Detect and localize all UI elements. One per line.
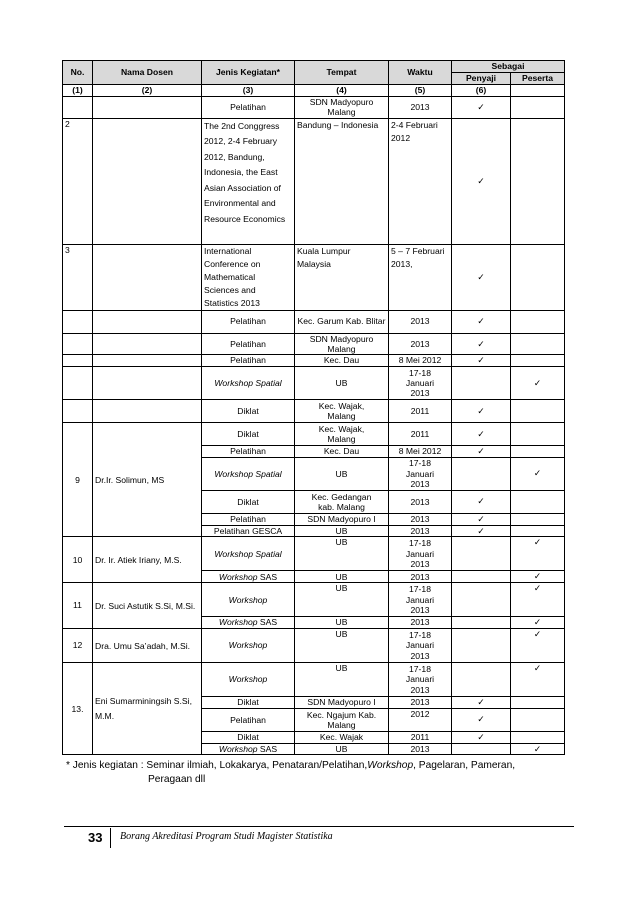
colnum: (2) xyxy=(93,85,202,97)
cell-tempat: UB xyxy=(295,457,389,490)
cell-jenis: Pelatihan xyxy=(202,355,295,367)
check-penyaji-icon: ✓ xyxy=(452,525,511,537)
table-row xyxy=(63,310,565,333)
cell-no: 13. xyxy=(63,663,93,755)
cell-jenis: Workshop SAS xyxy=(202,571,295,583)
cell-waktu: 8 Mei 2012 xyxy=(389,446,452,458)
table-row xyxy=(63,244,565,310)
check-penyaji-icon: ✓ xyxy=(452,490,511,513)
check-peserta-icon: ✓ xyxy=(511,571,565,583)
check-penyaji-icon: ✓ xyxy=(452,731,511,743)
cell-waktu: 2013 xyxy=(389,571,452,583)
cell-jenis: Pelatihan xyxy=(202,97,295,119)
cell-jenis: Workshop SAS xyxy=(202,743,295,755)
check-peserta-icon: ✓ xyxy=(511,743,565,755)
cell-tempat: Kec. Wajak xyxy=(295,731,389,743)
check-peserta-icon: ✓ xyxy=(511,457,565,490)
cell-waktu: 2013 xyxy=(389,743,452,755)
cell-tempat: Kec. Dau xyxy=(295,446,389,458)
colnum: (6) xyxy=(452,85,511,97)
check-penyaji-icon: ✓ xyxy=(452,244,511,310)
check-penyaji-icon: ✓ xyxy=(452,333,511,355)
cell-tempat: SDN Madyopuro Malang xyxy=(295,333,389,355)
check-peserta-icon: ✓ xyxy=(511,537,565,571)
cell-tempat: Kec. Gedangan kab. Malang xyxy=(295,490,389,513)
cell-tempat: UB xyxy=(295,629,389,663)
header-no: No. xyxy=(63,61,93,85)
cell-waktu: 2013 xyxy=(389,490,452,513)
cell-nama: Eni Sumarminingsih S.Si, M.M. xyxy=(93,663,202,755)
check-penyaji-icon: ✓ xyxy=(452,355,511,367)
cell-jenis: Pelatihan xyxy=(202,310,295,333)
colnum: (1) xyxy=(63,85,93,97)
cell-tempat: UB xyxy=(295,583,389,617)
cell-tempat: SDN Madyopuro I xyxy=(295,513,389,525)
header-jenis-kegiatan: Jenis Kegiatan* xyxy=(202,61,295,85)
check-penyaji-icon: ✓ xyxy=(452,697,511,709)
cell-tempat: UB xyxy=(295,617,389,629)
cell-waktu: 2011 xyxy=(389,731,452,743)
cell-waktu: 8 Mei 2012 xyxy=(389,355,452,367)
cell-jenis: Pelatihan xyxy=(202,708,295,731)
cell-tempat: UB xyxy=(295,743,389,755)
cell-jenis: International Conference on Mathematical Sciences and Statistics 2013 xyxy=(202,244,295,310)
cell-waktu: 2-4 Februari 2012 xyxy=(389,118,452,244)
cell-nama: Dr. Suci Astutik S.Si, M.Si. xyxy=(93,583,202,629)
cell-waktu: 2013 xyxy=(389,310,452,333)
cell-jenis: Workshop Spatial xyxy=(202,537,295,571)
cell-jenis: Diklat xyxy=(202,400,295,423)
table-row xyxy=(63,367,565,400)
colnum: (3) xyxy=(202,85,295,97)
footer-divider xyxy=(110,828,111,848)
cell-no: 3 xyxy=(63,244,93,310)
cell-tempat: SDN Madyopuro Malang xyxy=(295,97,389,119)
cell-waktu: 2011 xyxy=(389,423,452,446)
cell-no: 12 xyxy=(63,629,93,663)
check-penyaji-icon: ✓ xyxy=(452,118,511,244)
activity-table xyxy=(62,60,565,755)
footnote-line-1: * Jenis kegiatan : Seminar ilmiah, Lokakarya, Penataran/Pelatihan,Workshop, Pagelaran, Pameran, xyxy=(66,760,516,771)
column-number-row xyxy=(63,85,565,97)
table-row xyxy=(63,97,565,119)
check-penyaji-icon: ✓ xyxy=(452,310,511,333)
check-penyaji-icon: ✓ xyxy=(452,513,511,525)
colnum xyxy=(511,85,565,97)
cell-tempat: UB xyxy=(295,537,389,571)
cell-jenis: Diklat xyxy=(202,423,295,446)
check-peserta-icon: ✓ xyxy=(511,617,565,629)
check-peserta-icon: ✓ xyxy=(511,583,565,617)
table-row xyxy=(63,629,565,663)
check-penyaji-icon: ✓ xyxy=(452,708,511,731)
cell-jenis: Diklat xyxy=(202,697,295,709)
cell-waktu: 17-18 Januari 2013 xyxy=(389,457,452,490)
cell-jenis: Pelatihan xyxy=(202,513,295,525)
header-penyaji: Penyaji xyxy=(452,73,511,85)
check-penyaji-icon: ✓ xyxy=(452,446,511,458)
cell-tempat: UB xyxy=(295,525,389,537)
cell-tempat: Kuala Lumpur Malaysia xyxy=(295,244,389,310)
check-penyaji-icon: ✓ xyxy=(452,400,511,423)
cell-waktu: 17-18 Januari 2013 xyxy=(389,663,452,697)
cell-waktu: 2013 xyxy=(389,513,452,525)
cell-no: 10 xyxy=(63,537,93,583)
header-peserta: Peserta xyxy=(511,73,565,85)
table-row xyxy=(63,118,565,244)
cell-jenis: Pelatihan xyxy=(202,333,295,355)
cell-tempat: UB xyxy=(295,367,389,400)
cell-waktu: 17-18 Januari 2013 xyxy=(389,367,452,400)
cell-nama: Dr. Ir. Atiek Iriany, M.S. xyxy=(93,537,202,583)
cell-tempat: UB xyxy=(295,571,389,583)
cell-tempat: SDN Madyopuro I xyxy=(295,697,389,709)
table-row xyxy=(63,537,565,571)
footnote xyxy=(66,759,515,787)
cell-no: 2 xyxy=(63,118,93,244)
cell-jenis: The 2nd Conggress 2012, 2-4 February 2012, Bandung, Indonesia, the East Asian Association of Environmental and Resource Economics xyxy=(202,118,295,244)
footnote-line-2: Peragaan dll xyxy=(148,774,206,785)
header-nama-dosen: Nama Dosen xyxy=(93,61,202,85)
header-tempat: Tempat xyxy=(295,61,389,85)
table-row xyxy=(63,583,565,617)
cell-jenis: Workshop xyxy=(202,629,295,663)
cell-tempat: Kec. Dau xyxy=(295,355,389,367)
cell-jenis: Diklat xyxy=(202,731,295,743)
cell-tempat: UB xyxy=(295,663,389,697)
cell-no: 11 xyxy=(63,583,93,629)
cell-waktu: 2013 xyxy=(389,697,452,709)
table-row xyxy=(63,400,565,423)
cell-jenis: Diklat xyxy=(202,490,295,513)
cell-tempat: Kec. Garum Kab. Blitar xyxy=(295,310,389,333)
cell-no: 9 xyxy=(63,423,93,537)
cell-waktu: 17-18 Januari 2013 xyxy=(389,537,452,571)
cell-waktu: 2011 xyxy=(389,400,452,423)
cell-waktu: 2013 xyxy=(389,617,452,629)
colnum: (5) xyxy=(389,85,452,97)
page-footer xyxy=(64,826,574,853)
cell-waktu: 2013 xyxy=(389,333,452,355)
cell-jenis: Workshop Spatial xyxy=(202,457,295,490)
cell-tempat: Kec. Ngajum Kab. Malang xyxy=(295,708,389,731)
table-row xyxy=(63,355,565,367)
cell-jenis: Workshop SAS xyxy=(202,617,295,629)
header-sebagai: Sebagai xyxy=(452,61,565,73)
table-row xyxy=(63,333,565,355)
cell-jenis: Workshop xyxy=(202,583,295,617)
check-peserta-icon: ✓ xyxy=(511,367,565,400)
cell-nama: Dr.Ir. Solimun, MS xyxy=(93,423,202,537)
cell-waktu: 2012 xyxy=(389,708,452,731)
cell-waktu: 2013 xyxy=(389,525,452,537)
check-penyaji-icon: ✓ xyxy=(452,97,511,119)
check-penyaji-icon: ✓ xyxy=(452,423,511,446)
cell-jenis: Workshop Spatial xyxy=(202,367,295,400)
cell-waktu: 17-18 Januari 2013 xyxy=(389,629,452,663)
cell-waktu: 2013 xyxy=(389,97,452,119)
check-peserta-icon: ✓ xyxy=(511,663,565,697)
cell-tempat: Kec. Wajak, Malang xyxy=(295,423,389,446)
header-waktu: Waktu xyxy=(389,61,452,85)
page-number: 33 xyxy=(88,830,103,845)
cell-jenis: Pelatihan GESCA xyxy=(202,525,295,537)
cell-jenis: Workshop xyxy=(202,663,295,697)
cell-tempat: Bandung – Indonesia xyxy=(295,118,389,244)
table-row xyxy=(63,663,565,697)
cell-waktu: 17-18 Januari 2013 xyxy=(389,583,452,617)
cell-nama: Dra. Umu Sa’adah, M.Si. xyxy=(93,629,202,663)
footer-title: Borang Akreditasi Program Studi Magister Statistika xyxy=(120,831,333,842)
cell-tempat: Kec. Wajak, Malang xyxy=(295,400,389,423)
cell-jenis: Pelatihan xyxy=(202,446,295,458)
cell-waktu: 5 – 7 Februari 2013, xyxy=(389,244,452,310)
colnum: (4) xyxy=(295,85,389,97)
check-peserta-icon: ✓ xyxy=(511,629,565,663)
table-row xyxy=(63,423,565,446)
